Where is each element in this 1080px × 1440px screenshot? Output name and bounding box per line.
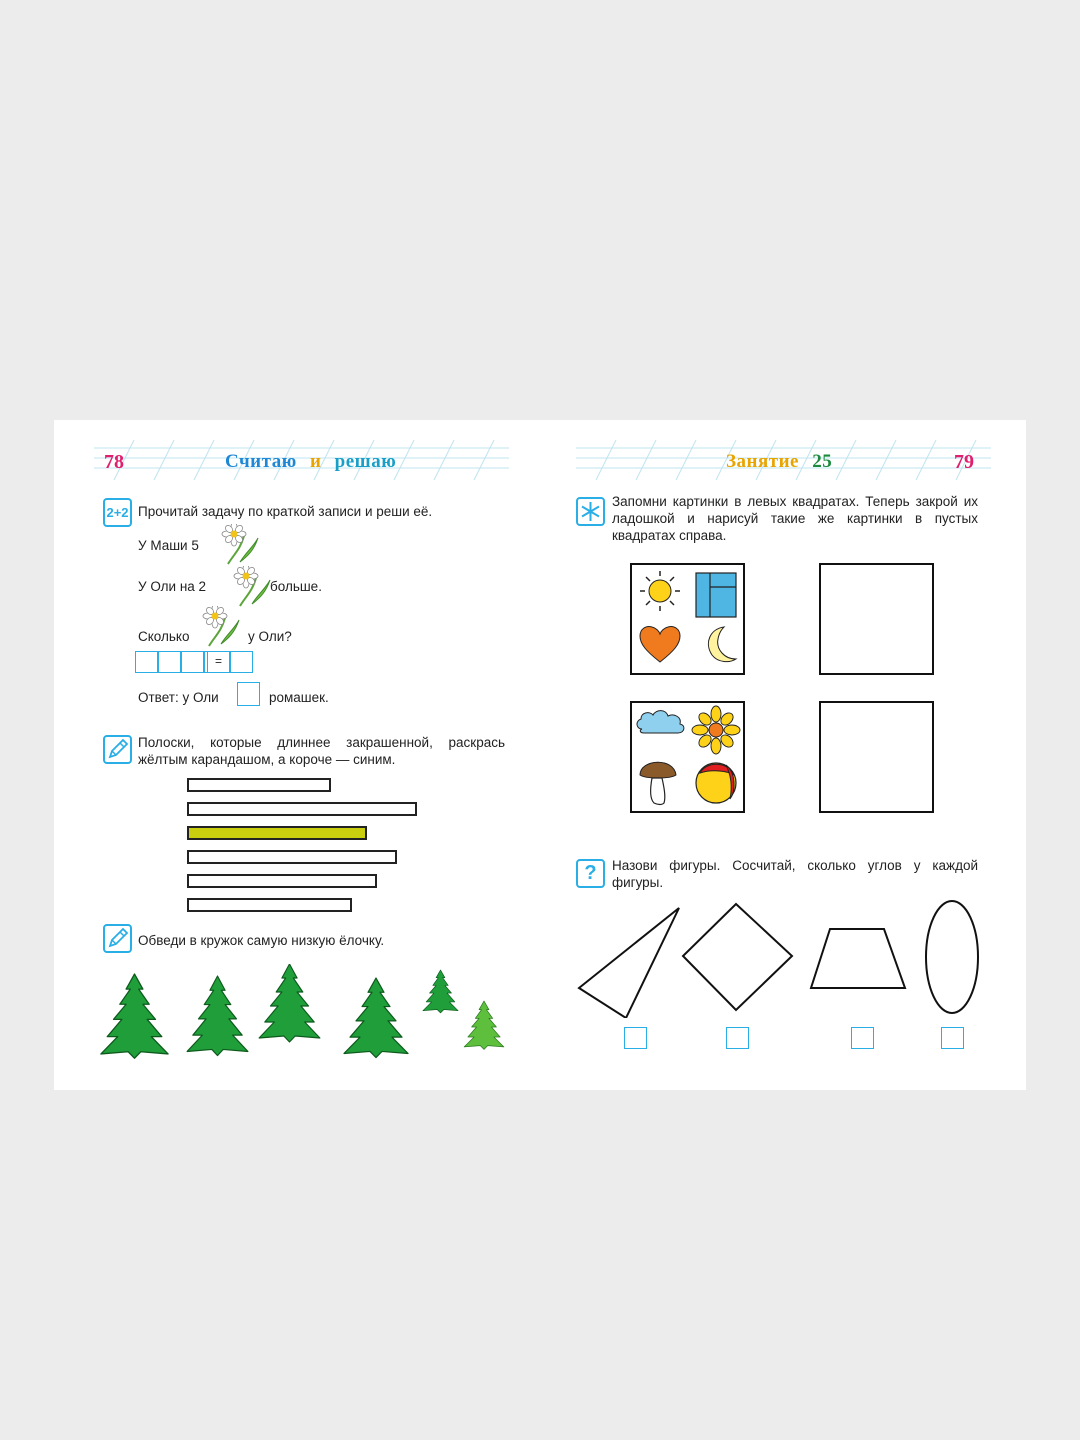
equation-cell-1[interactable] — [135, 651, 158, 673]
equals-cell: = — [207, 651, 230, 673]
olya-line-end: больше. — [270, 579, 322, 594]
strip-2[interactable] — [187, 802, 417, 816]
equation-cell-2[interactable] — [158, 651, 181, 673]
task2-instruction: Полоски, которые длиннее закрашенной, раскрась жёлтым карандашом, а короче — синим. — [138, 735, 505, 767]
ellipse-shape[interactable] — [926, 901, 978, 1013]
empty-square-2[interactable] — [819, 701, 934, 813]
answer-box[interactable] — [237, 682, 260, 706]
flower-icon — [692, 706, 740, 754]
mushroom-icon — [640, 762, 676, 804]
question-line: Сколько — [138, 629, 190, 644]
geometric-shapes — [574, 898, 984, 1018]
pencil-icon — [103, 924, 132, 953]
tree-icon[interactable] — [464, 1001, 504, 1049]
lesson-word: Занятие — [726, 451, 799, 472]
memory-pictures-1 — [630, 563, 745, 675]
daisy-icon — [199, 606, 245, 650]
tree-icon[interactable] — [259, 964, 320, 1042]
daisy-icon — [218, 524, 264, 568]
trees-row — [90, 964, 515, 1060]
strip-5[interactable] — [187, 874, 377, 888]
strip-1[interactable] — [187, 778, 331, 792]
answer-line: Ответ: у Оли — [138, 690, 219, 705]
angles-answer-box-4[interactable] — [941, 1027, 964, 1049]
triangle-shape[interactable] — [579, 908, 679, 1018]
olya-line: У Оли на 2 — [138, 579, 207, 594]
tree-icon[interactable] — [423, 970, 458, 1013]
snowflake-icon — [576, 497, 605, 526]
shapes-instruction: Назови фигуры. Сосчитай, сколько углов у каждой фигуры. — [612, 858, 978, 890]
angles-answer-box-3[interactable] — [851, 1027, 874, 1049]
title-word-3: решаю — [334, 451, 397, 472]
angles-answer-box-2[interactable] — [726, 1027, 749, 1049]
empty-square-1[interactable] — [819, 563, 934, 675]
cloud-icon — [637, 711, 684, 733]
masha-line: У Маши 5 — [138, 538, 199, 553]
page-number-right: 79 — [954, 451, 974, 473]
lesson-number: 25 — [812, 451, 833, 472]
page-title-right — [726, 451, 832, 473]
moon-icon — [708, 627, 736, 662]
rhombus-shape[interactable] — [683, 904, 792, 1010]
strip-4[interactable] — [187, 850, 397, 864]
page-title-left — [225, 451, 396, 473]
angles-answer-box-1[interactable] — [624, 1027, 647, 1049]
tree-icon[interactable] — [187, 976, 248, 1056]
memory-instruction: Запомни картинки в левых квадратах. Теперь закрой их ладошкой и нарисуй такие же картинки в пустых квадратах справа. — [612, 494, 978, 543]
question-line-end: у Оли? — [248, 629, 292, 644]
heart-icon — [640, 626, 680, 662]
sun-icon — [640, 571, 680, 611]
title-word-2: и — [309, 451, 322, 472]
equation-result-cell[interactable] — [230, 651, 253, 673]
page-number-left: 78 — [104, 451, 124, 473]
equation-cell-3[interactable] — [181, 651, 204, 673]
ball-icon — [696, 763, 736, 803]
answer-line-end: ромашек. — [269, 690, 329, 705]
task3-instruction: Обведи в кружок самую низкую ёлочку. — [138, 933, 385, 948]
question-icon: ? — [576, 859, 605, 888]
book-spread — [54, 420, 1026, 1090]
count-icon: 2+2 — [103, 498, 132, 527]
strip-6[interactable] — [187, 898, 352, 912]
memory-pictures-2 — [630, 701, 745, 813]
tree-icon[interactable] — [344, 978, 408, 1058]
trapezoid-shape[interactable] — [811, 929, 905, 988]
tree-icon[interactable] — [101, 974, 168, 1058]
strip-filled — [187, 826, 367, 840]
window-icon — [696, 573, 736, 617]
task1-instruction: Прочитай задачу по краткой записи и реши её. — [138, 504, 433, 519]
pencil-icon — [103, 735, 132, 764]
title-word-1: Считаю — [225, 451, 297, 472]
